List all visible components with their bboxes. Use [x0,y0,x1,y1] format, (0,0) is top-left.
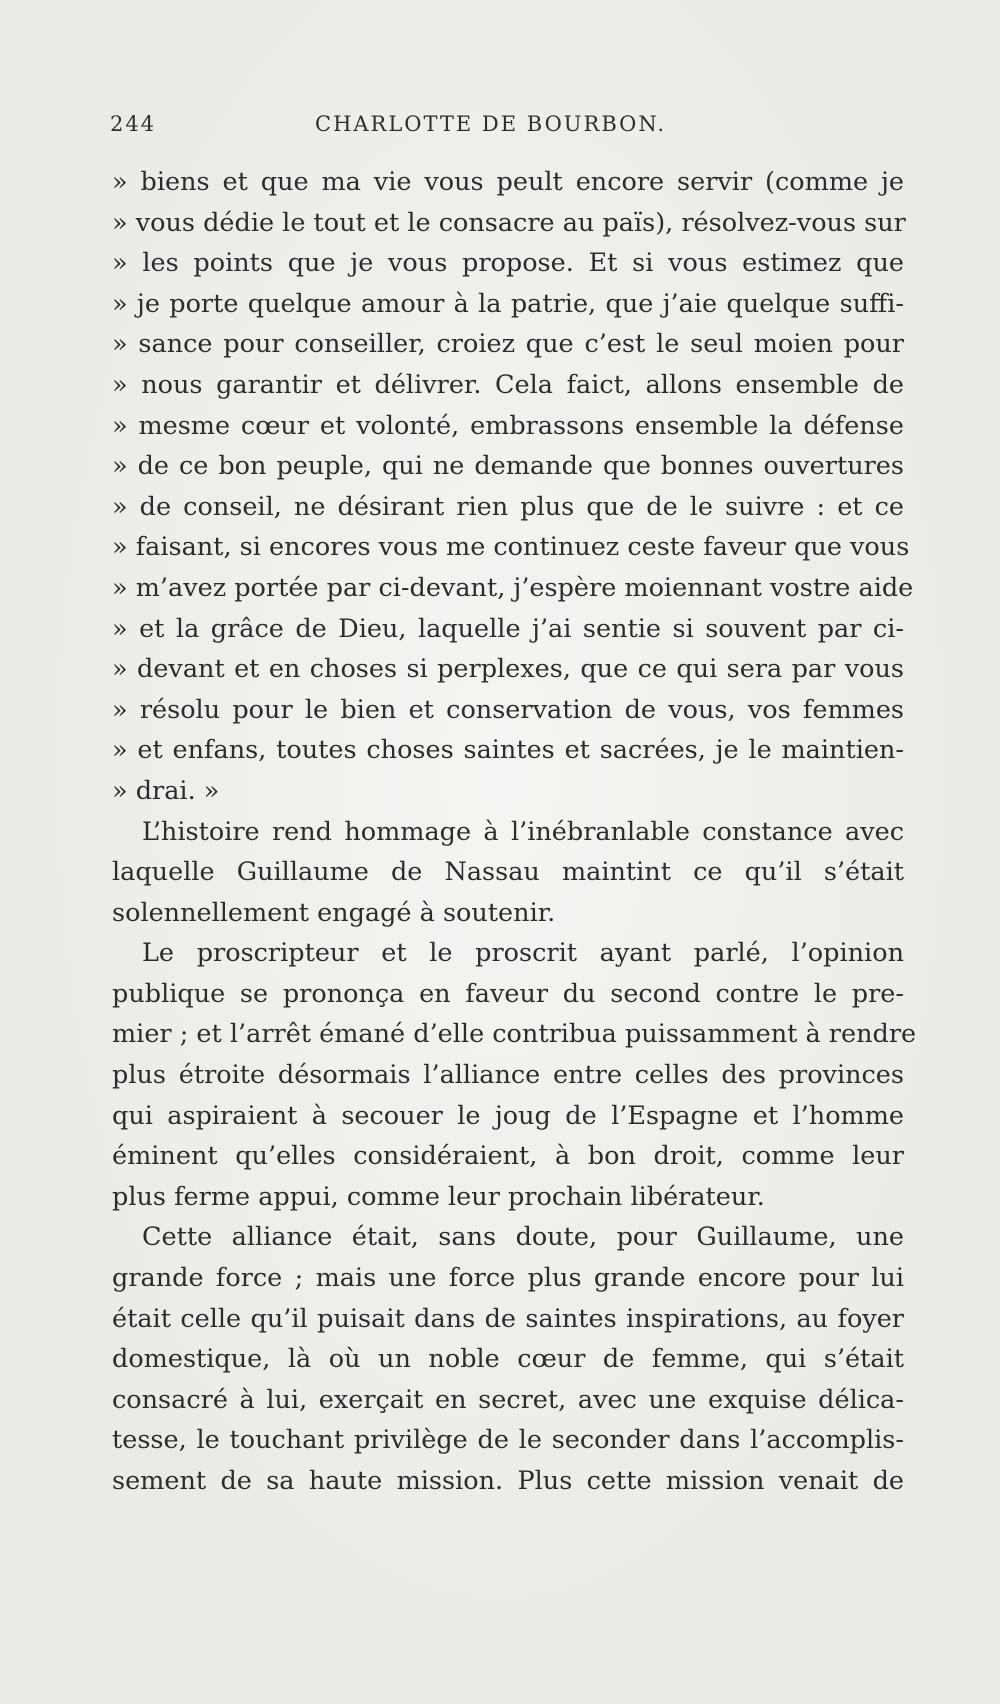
text-line: » je porte quelque amour à la patrie, que j’aie quelque suffi- [112,288,904,319]
page-header [110,112,900,146]
page-number: 244 [110,112,157,136]
text-line: tesse, le touchant privilège de le seconder dans l’accomplis- [112,1425,904,1456]
text-line: publique se prononça en faveur du second contre le pre- [112,978,904,1009]
text-line: » de ce bon peuple, qui ne demande que bonnes ouvertures [112,451,904,482]
text-line: » mesme cœur et volonté, embrassons ensemble la défense [112,410,904,441]
text-line: » nous garantir et délivrer. Cela faict, allons ensemble de [112,369,904,400]
text-line: » de conseil, ne désirant rien plus que de le suivre : et ce [112,491,904,522]
text-line: » biens et que ma vie vous peult encore servir (comme je [112,167,904,197]
text-line: éminent qu’elles considéraient, à bon droit, comme leur [112,1141,904,1172]
text-line: » résolu pour le bien et conservation de vous, vos femmes [112,694,904,725]
text-line: » faisant, si encores vous me continuez ceste faveur que vous [112,532,910,563]
body-text [112,162,917,1502]
text-line: consacré à lui, exerçait en secret, avec une exquise délica- [112,1384,904,1415]
text-line: » sance pour conseiller, croiez que c’est le seul moien pour [112,329,904,360]
text-line: mier ; et l’arrêt émané d’elle contribua puissamment à rendre [112,1019,917,1050]
text-line: plus étroite désormais l’alliance entre celles des provinces [112,1060,904,1091]
text-line: » et enfans, toutes choses saintes et sacrées, je le maintien- [112,735,904,766]
paragraph-first-line: Le proscripteur et le proscrit ayant parlé, l’opinion [142,938,904,969]
text-line: » m’avez portée par ci-devant, j’espère moiennant vostre aide [112,572,914,603]
text-line: » drai. » [112,775,220,806]
paragraph-first-line: L’histoire rend hommage à l’inébranlable constance avec [142,816,904,847]
text-line: qui aspiraient à secouer le joug de l’Espagne et l’homme [112,1100,904,1131]
text-line: solennellement engagé à soutenir. [112,897,556,928]
text-line: » devant et en choses si perplexes, que ce qui sera par vous [112,654,904,685]
text-line: sement de sa haute mission. Plus cette mission venait de [112,1466,904,1496]
text-line: » et la grâce de Dieu, laquelle j’ai sentie si souvent par ci- [112,613,904,644]
paragraph-first-line: Cette alliance était, sans doute, pour Guillaume, une [142,1222,904,1253]
text-line: était celle qu’il puisait dans de saintes inspirations, au foyer [112,1303,904,1334]
text-line: laquelle Guillaume de Nassau maintint ce qu’il s’était [112,857,904,888]
text-line: grande force ; mais une force plus grande encore pour lui [112,1263,904,1294]
text-line: » vous dédie le tout et le consacre au païs), résolvez-vous sur [112,207,906,238]
running-title: CHARLOTTE DE BOURBON. [315,112,667,136]
text-line: » les points que je vous propose. Et si vous estimez que [112,248,904,279]
text-line: domestique, là où un noble cœur de femme, qui s’était [112,1344,904,1375]
text-line: plus ferme appui, comme leur prochain libérateur. [112,1181,765,1212]
